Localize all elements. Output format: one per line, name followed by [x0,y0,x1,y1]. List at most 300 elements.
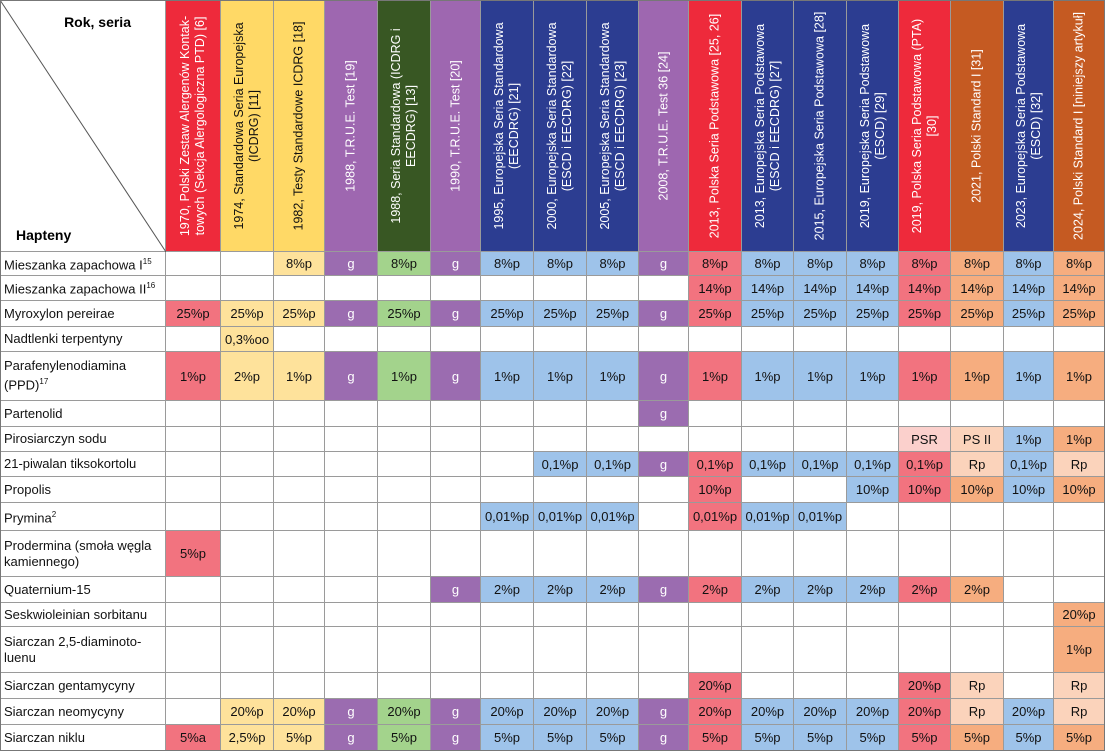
table-cell [221,427,274,452]
table-cell: 1%p [1054,627,1105,673]
hapten-name: Myroxylon pereirae [4,305,115,321]
table-cell: 5%p [847,725,899,751]
column-header-8 [534,0,587,252]
table-cell [794,603,847,627]
footnote-ref: 17 [39,377,49,387]
table-cell [639,327,689,352]
table-cell: 25%p [166,301,221,327]
hapten-name-wrap [4,634,161,666]
column-header-13 [794,0,847,252]
table-cell [274,627,325,673]
table-cell [1054,531,1105,577]
table-cell: 10%p [1004,477,1054,503]
table-cell: Rp [951,452,1004,477]
corner-bottom-label: Hapteny [16,227,72,243]
table-cell: 14%p [689,276,742,301]
column-header-18 [1054,0,1105,252]
table-cell [481,627,534,673]
table-cell: 8%p [794,252,847,276]
table-cell: 20%p [378,699,431,725]
table-cell [847,673,899,699]
column-header-3 [274,0,325,252]
table-cell [325,603,378,627]
column-header-label: 2019, Europejska Seria Podstawowa (ESCD) [29] [857,23,887,228]
table-cell: g [325,352,378,401]
row-label [0,699,166,725]
table-cell: g [431,725,481,751]
hapten-name: Siarczan gentamycyny [4,677,135,693]
column-header-5 [378,0,431,252]
table-cell: 20%p [587,699,639,725]
table-cell [221,503,274,531]
table-cell [431,673,481,699]
table-cell [742,427,794,452]
column-header-4 [325,0,378,252]
table-cell [481,531,534,577]
table-cell [274,276,325,301]
table-cell: 20%p [689,673,742,699]
table-cell: 2%p [534,577,587,603]
table-cell [534,603,587,627]
table-cell [794,427,847,452]
table-cell: 10%p [1054,477,1105,503]
table-cell: 5%p [1004,725,1054,751]
table-cell [951,503,1004,531]
table-cell: 8%p [899,252,951,276]
table-cell: 0,01%p [534,503,587,531]
table-cell [899,327,951,352]
table-cell: 2%p [742,577,794,603]
table-cell [794,627,847,673]
table-cell: g [639,301,689,327]
table-cell: 0,1%p [689,452,742,477]
table-cell [1004,577,1054,603]
row-label [0,427,166,452]
table-cell: 5%p [742,725,794,751]
table-cell [166,673,221,699]
table-cell [431,452,481,477]
column-header-16 [951,0,1004,252]
table-cell [378,627,431,673]
row-label [0,503,166,531]
table-cell [274,477,325,503]
table-cell [794,673,847,699]
table-cell: 10%p [899,477,951,503]
table-cell: 5%p [1054,725,1105,751]
table-cell [221,477,274,503]
table-cell: 8%p [951,252,1004,276]
table-cell [221,673,274,699]
table-cell [689,627,742,673]
table-cell [689,531,742,577]
table-cell: g [639,577,689,603]
table-cell [689,603,742,627]
table-cell: g [431,301,481,327]
table-cell: 25%p [1004,301,1054,327]
table-cell [951,531,1004,577]
table-cell: 20%p [847,699,899,725]
hapten-name: Nadtlenki terpentyny [4,331,123,346]
table-cell [847,427,899,452]
table-cell [639,427,689,452]
table-cell [431,477,481,503]
table-cell: 2%p [481,577,534,603]
table-cell: PSR [899,427,951,452]
table-cell [951,603,1004,627]
table-cell [378,503,431,531]
table-cell: 2%p [587,577,639,603]
row-label [0,577,166,603]
table-cell: 20%p [1004,699,1054,725]
row-label [0,725,166,751]
table-cell [325,577,378,603]
column-header-15 [899,0,951,252]
hapten-name: Seskwioleinian sorbitanu [4,606,148,622]
table-cell: 10%p [689,477,742,503]
hapten-name-wrap [4,582,91,598]
table-cell [378,401,431,427]
table-cell [431,503,481,531]
table-cell: 20%p [534,699,587,725]
table-cell [481,673,534,699]
table-cell [534,673,587,699]
table-cell [689,401,742,427]
table-cell: 25%p [742,301,794,327]
column-header-label: 2024, Polski Standard I [niniejszy artykuł] [1071,11,1086,240]
table-cell: 5%p [899,725,951,751]
table-cell: 20%p [689,699,742,725]
table-cell [221,627,274,673]
hapten-name: Partenolid [4,405,63,421]
table-cell [166,452,221,477]
table-cell [378,276,431,301]
column-header-2 [221,0,274,252]
table-cell [431,401,481,427]
table-cell: g [325,301,378,327]
table-cell [378,327,431,352]
table-cell [166,327,221,352]
table-cell [587,276,639,301]
table-cell: 5%p [166,531,221,577]
hapten-name-wrap [4,704,124,720]
column-header-label: 2000, Europejska Seria Standardowa (ESCD i EECDRG) [22] [545,21,574,230]
table-cell: 5%p [378,725,431,751]
column-header-11 [689,0,742,252]
hapten-name-wrap [4,306,115,322]
table-cell [534,327,587,352]
table-cell: 2%p [221,352,274,401]
table-cell: 25%p [221,301,274,327]
table-cell: g [639,452,689,477]
hapten-name: Propolis [4,481,51,497]
table-cell [899,401,951,427]
table-cell: 14%p [1054,276,1105,301]
table-cell [481,603,534,627]
table-cell [481,276,534,301]
table-cell [1054,503,1105,531]
table-cell [274,577,325,603]
table-cell: 25%p [534,301,587,327]
column-header-label: 2023, Europejska Seria Podstawowa (ESCD) [32] [1013,23,1043,228]
table-cell [534,276,587,301]
hapten-name: Mieszanka zapachowa II [4,281,147,297]
table-cell: 25%p [274,301,325,327]
table-cell [481,401,534,427]
table-cell [534,477,587,503]
table-cell: 20%p [274,699,325,725]
table-cell: 1%p [951,352,1004,401]
table-cell [325,427,378,452]
table-cell [847,531,899,577]
table-cell [639,627,689,673]
table-cell [742,603,794,627]
table-cell [325,627,378,673]
table-cell [847,327,899,352]
table-cell: 8%p [1054,252,1105,276]
table-cell: 2%p [899,577,951,603]
table-cell: 8%p [274,252,325,276]
footnote-ref: 16 [146,281,156,291]
table-cell: 1%p [166,352,221,401]
table-cell [274,427,325,452]
table-cell [274,531,325,577]
table-cell: 25%p [847,301,899,327]
table-cell [639,531,689,577]
table-cell [794,477,847,503]
table-cell: g [639,725,689,751]
table-cell [325,503,378,531]
hapten-name: Prymina [4,510,52,526]
hapten-name-wrap [4,406,63,422]
hapten-name: Siarczan niklu [4,729,85,745]
table-cell: 8%p [481,252,534,276]
table-cell [325,531,378,577]
column-header-label: 2021, Polski Standard I [31] [969,48,984,203]
table-cell [742,627,794,673]
table-cell [431,603,481,627]
hapten-name-wrap [4,358,161,393]
row-label [0,477,166,503]
corner-diagonal-line [0,0,166,252]
table-cell [899,627,951,673]
table-cell: 1%p [1054,352,1105,401]
hapten-name: Mieszanka zapachowa I [4,257,143,273]
table-cell [378,477,431,503]
column-header-label: 2015, Europejska Seria Podstawowa [28] [812,11,827,240]
column-header-label: 1995, Europejska Seria Standardowa (EECDRG) [21] [492,21,521,230]
column-header-1 [166,0,221,252]
table-cell: 0,3%oo [221,327,274,352]
table-cell [325,673,378,699]
table-cell [481,327,534,352]
table-cell [166,699,221,725]
table-cell [378,603,431,627]
footnote-ref: 2 [51,509,57,519]
table-cell [1054,577,1105,603]
table-cell [847,603,899,627]
column-header-label: 1988, Seria Standardowa (ICDRG i EECDRG) [13] [389,27,418,224]
table-cell: g [431,352,481,401]
table-cell [325,276,378,301]
table-cell [1004,327,1054,352]
corner-top-label: Rok, seria [64,14,131,30]
table-cell: 5%p [794,725,847,751]
column-header-10 [639,0,689,252]
table-cell: 0,1%p [899,452,951,477]
hapten-name-wrap [4,678,135,694]
table-cell [325,401,378,427]
hapten-name: Prodermina (smoła węgla kamiennego) [4,537,152,569]
column-header-label: 1990, T.R.U.E. Test [20] [448,59,462,192]
table-cell [639,503,689,531]
table-cell: 20%p [899,699,951,725]
table-cell [1004,627,1054,673]
table-cell: 0,1%p [1004,452,1054,477]
table-cell: g [639,252,689,276]
table-cell: 5%p [534,725,587,751]
table-cell: 8%p [587,252,639,276]
column-header-14 [847,0,899,252]
table-cell: 0,01%p [689,503,742,531]
table-cell [587,427,639,452]
column-header-label: 2005, Europejska Seria Standardowa (ESCD i EECDRG) [23] [597,21,627,230]
table-cell [899,603,951,627]
table-cell: 1%p [1054,427,1105,452]
table-cell [274,401,325,427]
table-cell [431,327,481,352]
column-header-label: 1982, Testy Standardowe ICDRG [18] [291,21,306,230]
table-cell: 25%p [1054,301,1105,327]
hapten-name: Pirosiarczyn sodu [4,431,107,446]
table-cell: 14%p [742,276,794,301]
row-label [0,401,166,427]
table-cell: Rp [951,673,1004,699]
column-header-label: 2019, Polska Seria Podstawowa (PTA) [30] [909,18,939,233]
row-label [0,673,166,699]
footnote-ref: 15 [142,256,152,266]
table-cell [325,327,378,352]
table-cell: 5%p [951,725,1004,751]
table-cell: 0,01%p [481,503,534,531]
hapten-name-wrap [4,482,51,498]
table-cell: 20%p [1054,603,1105,627]
table-cell [166,503,221,531]
table-cell: g [325,725,378,751]
table-cell: g [325,699,378,725]
hapten-name: Parafenylenodiamina (PPD) [4,358,127,393]
table-cell [1004,531,1054,577]
table-cell: 14%p [1004,276,1054,301]
table-cell [166,577,221,603]
table-cell: 20%p [481,699,534,725]
table-corner-header [0,0,166,252]
table-cell [689,327,742,352]
table-cell [325,452,378,477]
table-cell [1004,673,1054,699]
hapten-name-wrap [4,278,155,297]
table-cell [847,401,899,427]
table-cell: 2%p [951,577,1004,603]
table-cell [166,627,221,673]
column-header-label: 2013, Europejska Seria Podstawowa (ESCD i EECDRG) [27] [752,23,782,228]
table-cell: 8%p [378,252,431,276]
table-cell [274,603,325,627]
table-cell [587,673,639,699]
table-cell: 8%p [1004,252,1054,276]
table-cell [639,477,689,503]
table-cell [431,427,481,452]
table-cell [899,503,951,531]
column-header-12 [742,0,794,252]
row-label [0,627,166,673]
hapten-name-wrap [4,507,56,526]
table-cell [431,627,481,673]
table-cell: 5%p [274,725,325,751]
table-cell: 20%p [742,699,794,725]
table-cell [742,477,794,503]
table-cell [481,477,534,503]
table-cell [951,401,1004,427]
table-cell: Rp [1054,673,1105,699]
table-cell: 14%p [951,276,1004,301]
table-cell: 10%p [951,477,1004,503]
table-cell [325,477,378,503]
table-cell: 1%p [794,352,847,401]
table-cell: 14%p [794,276,847,301]
table-cell: 5%p [689,725,742,751]
row-label [0,352,166,401]
table-cell: 1%p [899,352,951,401]
table-cell: 0,01%p [587,503,639,531]
table-cell: 25%p [794,301,847,327]
table-cell: 2,5%p [221,725,274,751]
table-cell [221,531,274,577]
table-cell: 5%p [587,725,639,751]
table-cell: g [431,252,481,276]
table-cell: 5%p [481,725,534,751]
row-label [0,301,166,327]
table-cell: Rp [1054,452,1105,477]
table-cell [742,401,794,427]
table-cell [534,427,587,452]
table-cell [274,327,325,352]
table-cell: 2%p [847,577,899,603]
table-cell: Rp [951,699,1004,725]
hapten-name-wrap [4,607,147,623]
table-cell [1004,401,1054,427]
hapten-name-wrap [4,331,123,347]
table-cell [274,452,325,477]
table-cell [639,276,689,301]
table-cell: 1%p [274,352,325,401]
table-cell: g [431,699,481,725]
table-cell [534,627,587,673]
table-cell [794,401,847,427]
table-cell: 1%p [1004,352,1054,401]
table-cell [951,627,1004,673]
table-cell: 0,1%p [794,452,847,477]
table-cell: 25%p [481,301,534,327]
table-cell: Rp [1054,699,1105,725]
table-cell: g [431,577,481,603]
row-label [0,603,166,627]
table-cell: 25%p [378,301,431,327]
column-header-17 [1004,0,1054,252]
table-cell [221,401,274,427]
column-header-label: 1988, T.R.U.E. Test [19] [343,59,358,192]
table-cell [1054,327,1105,352]
table-cell: 8%p [742,252,794,276]
